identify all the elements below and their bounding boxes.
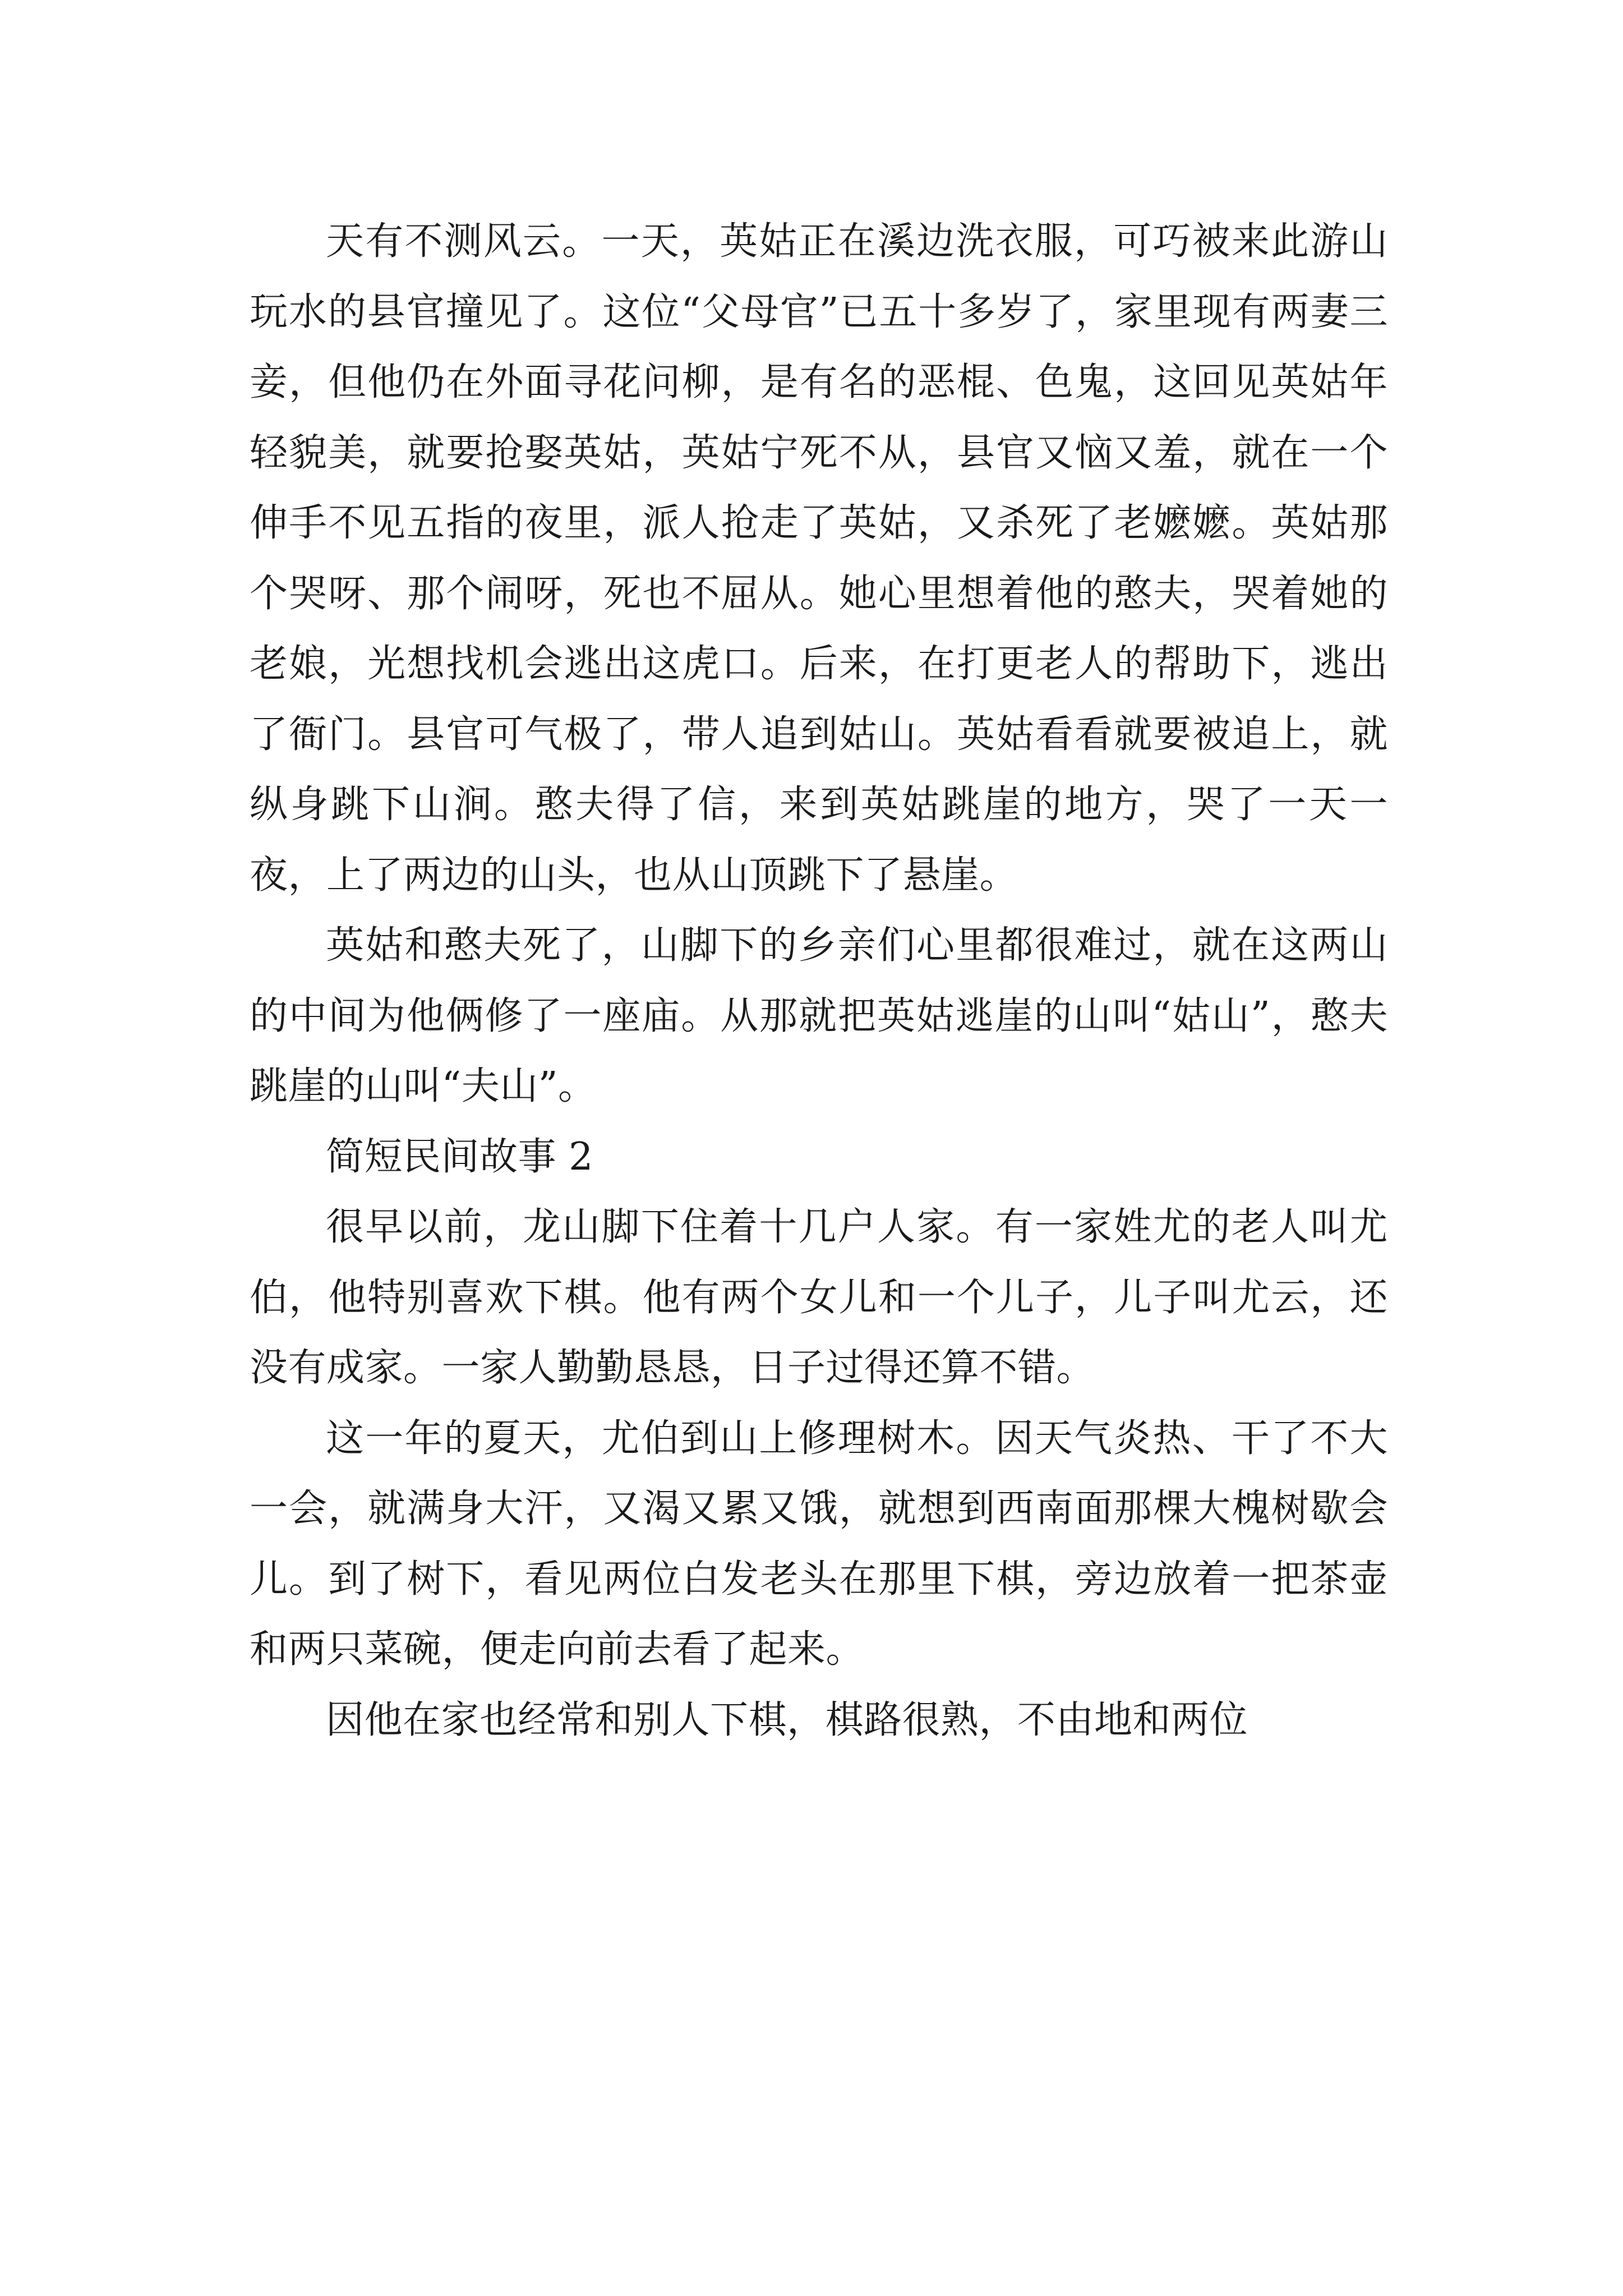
paragraph: 英姑和憨夫死了，山脚下的乡亲们心里都很难过，就在这两山的中间为他俩修了一座庙。从那就把英姑逃崖的山叫“姑山”，憨夫跳崖的山叫“夫山”。 bbox=[250, 923, 1388, 1108]
paragraph: 这一年的夏天，尤伯到山上修理树木。因天气炎热、干了不大一会，就满身大汗，又渴又累又饿，就想到西南面那棵大槐树歇会儿。到了树下，看见两位白发老头在那里下棋，旁边放着一把茶壶和两只菜碗，便走向前去看了起来。 bbox=[250, 1416, 1388, 1672]
paragraph: 因他在家也经常和别人下棋，棋路很熟，不由地和两位 bbox=[326, 1697, 1248, 1742]
paragraph: 天有不测风云。一天，英姑正在溪边洗衣服，可巧被来此游山玩水的县官撞见了。这位“父母官”已五十多岁了，家里现有两妻三妾，但他仍在外面寻花问柳，是有名的恶棍、色鬼，这回见英姑年轻貌美，就要抢娶英姑，英姑宁死不从，县官又恼又羞，就在一个伸手不见五指的夜里，派人抢走了英姑，又杀死了老嬷嬷。英姑那个哭呀、那个闹呀，死也不屈从。她心里想着他的憨夫，哭着她的老娘，光想找机会逃出这虎口。后来，在打更老人的帮助下，逃出了衙门。县官可气极了，带人追到姑山。英姑看看就要被追上，就纵身跳下山涧。憨夫得了信，来到英姑跳崖的地方，哭了一天一夜，上了两边的山头，也从山顶跳下了悬崖。 bbox=[250, 219, 1388, 898]
paragraph: 很早以前，龙山脚下住着十几户人家。有一家姓尤的老人叫尤伯，他特别喜欢下棋。他有两个女儿和一个儿子，儿子叫尤云，还没有成家。一家人勤勤恳恳，日子过得还算不错。 bbox=[250, 1205, 1388, 1390]
document-body bbox=[250, 206, 1388, 1755]
section-heading: 简短民间故事 2 bbox=[326, 1134, 593, 1179]
